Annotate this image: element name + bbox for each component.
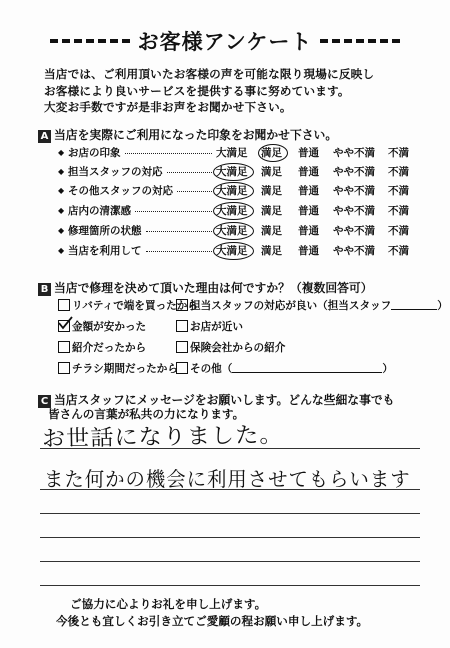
rating-row [58,243,428,259]
rating-option[interactable]: 普通 [298,225,319,237]
reason-suffix: ） [437,300,448,312]
reason-label: その他（ [190,363,233,375]
reason-checkbox-item[interactable] [58,320,146,335]
reason-label: 保険会社からの紹介 [190,342,286,354]
rating-option[interactable]: やや不満 [333,147,375,159]
footer-line: ご協力に心よりお礼を申し上げます。 [70,597,267,611]
rating-row-label: 修理箇所の状態 [68,225,142,237]
reason-label: チラシ期間だったから [72,363,178,375]
intro-line: 大変お手数ですが是非お声をお聞かせ下さい。 [44,100,292,114]
selection-circle-icon [258,144,288,162]
diamond-bullet-icon: ◆ [58,206,65,215]
rating-option[interactable]: 普通 [298,205,319,217]
reason-checkbox-item[interactable] [58,362,178,377]
rating-option[interactable]: 不満 [388,245,409,257]
rating-row [58,183,428,199]
rating-row [58,145,428,161]
rating-option[interactable]: 普通 [298,147,319,159]
checkbox[interactable] [58,362,70,374]
reason-label: 担当スタッフの対応が良い（担当スタッフ [190,300,392,312]
rating-option[interactable]: やや不満 [333,166,375,178]
selection-circle-icon [213,242,254,260]
rating-option[interactable]: 大満足 [216,225,248,237]
message-line[interactable] [40,448,420,449]
rating-option[interactable]: 大満足 [216,245,248,257]
rating-option[interactable]: 不満 [388,147,409,159]
rating-row-label: その他スタッフの対応 [68,185,173,197]
reason-checkbox-item[interactable] [176,341,285,356]
selection-circle-icon [213,222,254,240]
rating-option[interactable]: 満足 [261,245,282,257]
diamond-bullet-icon: ◆ [58,246,65,255]
checkbox[interactable] [58,341,70,353]
title-dashes-right [320,39,400,43]
rating-option[interactable]: 満足 [261,185,282,197]
reason-checkbox-item[interactable] [176,299,448,314]
rating-option[interactable]: 不満 [388,185,409,197]
message-line[interactable] [40,513,420,514]
leader-dots [177,191,212,192]
reason-checkbox-item[interactable] [58,341,146,356]
message-line[interactable] [40,489,420,490]
section-b-heading [38,279,373,296]
rating-row [58,164,428,180]
rating-option[interactable]: やや不満 [333,185,375,197]
rating-option[interactable]: 不満 [388,205,409,217]
checkbox[interactable] [176,362,188,374]
diamond-bullet-icon: ◆ [58,186,65,195]
rating-option[interactable]: 満足 [261,205,282,217]
title-dashes-left [50,39,130,43]
rating-row-label: 当店を利用して [68,245,142,257]
message-line[interactable] [40,561,420,562]
section-b-heading-text: 当店で修理を決めて頂いた理由は何ですか？（複数回答可） [54,281,373,295]
handwritten-message-line: お世話になりました。 [41,422,284,452]
reason-checkbox-item[interactable] [176,320,243,335]
rating-option[interactable]: 満足 [261,166,282,178]
section-a-letter: A [38,130,51,143]
staff-name-blank[interactable] [391,309,437,310]
section-c-heading-line2: 皆さんの言葉が私共の力になります。 [48,407,245,421]
reason-checkbox-item[interactable] [176,362,393,377]
reason-suffix: ） [382,363,393,375]
section-c-heading-text: 当店スタッフにメッセージをお願いします。どんな些細な事でも [54,393,395,407]
diamond-bullet-icon: ◆ [58,226,65,235]
rating-option[interactable]: 不満 [388,166,409,178]
selection-circle-icon [213,163,254,181]
leader-dots [167,172,212,173]
section-a-heading [38,126,337,143]
intro-text [44,66,424,116]
rating-option[interactable]: 満足 [261,225,282,237]
reason-label: 紹介だったから [72,342,147,354]
selection-circle-icon [213,202,254,220]
intro-line: お客様により良いサービスを提供する事に努めています。 [44,83,350,98]
page-title: お客様アンケート [137,30,313,54]
rating-row-label: お店の印象 [68,147,121,159]
section-a-heading-text: 当店を実際にご利用になった印象をお聞かせ下さい。 [54,128,338,142]
reason-label: リバティで端を買ったから [72,300,198,312]
checkmark-icon [57,316,73,330]
rating-row-label: 担当スタッフの対応 [68,166,163,178]
diamond-bullet-icon: ◆ [58,167,65,176]
selection-circle-icon [213,182,254,200]
rating-option[interactable]: 普通 [298,166,319,178]
intro-line: 当店では、ご利用頂いたお客様の声を可能な限り現場に反映し [44,67,375,81]
section-c-letter: C [38,395,51,408]
message-line[interactable] [40,537,420,538]
title-row [50,24,400,58]
rating-option[interactable]: やや不満 [333,245,375,257]
rating-row [58,223,428,239]
reason-label: お店が近い [190,321,243,333]
checkbox[interactable] [176,341,188,353]
rating-option[interactable]: やや不満 [333,225,375,237]
rating-option[interactable]: 不満 [388,225,409,237]
reason-label: 金額が安かった [72,321,147,333]
rating-option[interactable]: 大満足 [216,205,248,217]
section-b-letter: B [38,283,51,296]
footer-line: 今後とも宜しくお引き立てご愛顧の程お願い申し上げます。 [56,614,369,628]
leader-dots [125,153,212,154]
rating-row-label: 店内の清潔感 [68,205,131,217]
leader-dots [146,231,212,232]
rating-option[interactable]: やや不満 [333,205,375,217]
rating-option[interactable]: 大満足 [216,166,248,178]
leader-dots [146,251,212,252]
handwritten-message-line: また何かの機会に利用させてもらいます [44,467,411,491]
rating-option[interactable]: 大満足 [216,185,248,197]
leader-dots [135,211,212,212]
checkbox[interactable] [58,299,70,311]
other-reason-blank[interactable] [232,372,382,373]
checkbox[interactable] [176,299,188,311]
checkbox-checked[interactable] [58,320,70,332]
rating-option[interactable]: 普通 [298,245,319,257]
checkbox[interactable] [176,320,188,332]
footer-text [56,596,369,630]
message-line[interactable] [40,585,420,586]
rating-option[interactable]: 普通 [298,185,319,197]
rating-row [58,203,428,219]
diamond-bullet-icon: ◆ [58,148,65,157]
rating-option[interactable]: 満足 [261,147,282,159]
rating-option[interactable]: 大満足 [216,147,248,159]
